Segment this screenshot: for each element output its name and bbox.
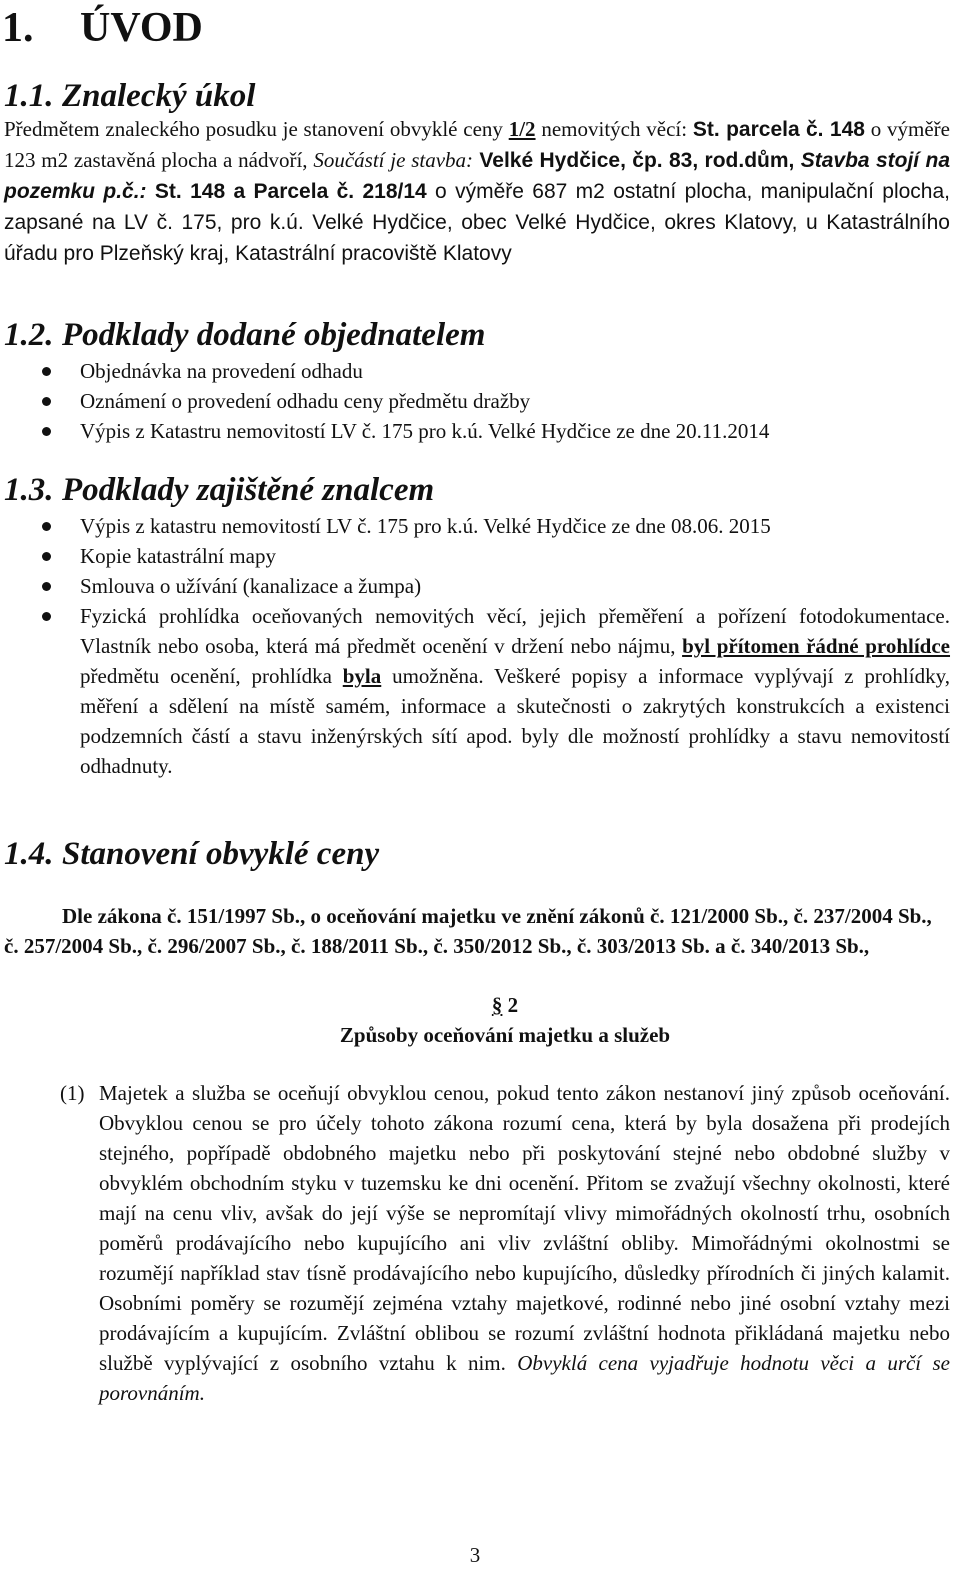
bullet-icon: [42, 552, 51, 561]
task-text-d: o výměře 687 m2 ostatní plocha, manipulační plocha, zapsané na LV č. 175, pro k.ú. Velké Hydčice, obec Velké Hydčice, okres Klatovy, u Katastrálního úřadu pro Plzeňský kraj, Katastrální pracoviště Klatovy: [4, 180, 950, 265]
inspection-text-c: umožněna. Veškeré popisy a informace vyplývají z prohlídky, měření a sdělení na místě samém, informace a skutečnosti o zakrytých konstrukcích a existenci podzemních částí a stavu inženýrských sítí apod. byly dle možností prohlídky a stavu nemovitostí odhadnuty.: [80, 664, 950, 778]
list-item: Výpis z katastru nemovitostí LV č. 175 pro k.ú. Velké Hydčice ze dne 08.06. 2015: [0, 511, 950, 541]
page-number: 3: [469, 1543, 481, 1567]
section-heading-1-3: [4, 472, 434, 508]
law-reference: Dle zákona č. 151/1997 Sb., o oceňování majetku ve znění zákonů č. 121/2000 Sb., č. 237/2004 Sb., č. 257/2004 Sb., č. 296/2007 Sb., č. 188/2011 Sb., č. 350/2012 Sb., č. 303/2013 Sb. a č. 340/2013 Sb.,: [4, 904, 932, 958]
expert-documents-list: [0, 511, 950, 781]
paragraph-number: § 2: [491, 993, 519, 1017]
building-info: Velké Hydčice, čp. 83, rod.dům,: [473, 149, 801, 172]
bullet-icon: [42, 582, 51, 591]
list-item: Oznámení o provedení odhadu ceny předmětu dražby: [0, 386, 950, 416]
section-number: 1.2.: [4, 317, 54, 353]
list-item: [0, 601, 950, 781]
list-item: Smlouva o užívání (kanalizace a žumpa): [0, 571, 950, 601]
fraction: 1/2: [508, 117, 536, 141]
law-item: [58, 1078, 950, 1408]
section-title: Podklady dodané objednatelem: [62, 317, 486, 353]
bullet-icon: [42, 612, 51, 621]
stands-label: Stavba stojí na pozemku p.č.:: [4, 149, 951, 203]
task-text-a: Předmětem znaleckého posudku je stanovení obvyklé ceny: [4, 117, 509, 141]
chapter-title: ÚVOD: [80, 5, 203, 51]
law-item-italic: Obvyklá cena vyjadřuje hodnotu věci a určí se porovnáním.: [99, 1351, 950, 1405]
section-title: Stanovení obvyklé ceny: [62, 836, 380, 872]
bullet-icon: [42, 522, 51, 531]
list-item: Objednávka na provedení odhadu: [0, 356, 950, 386]
bullet-icon: [42, 397, 51, 406]
section-heading-1-4: [4, 836, 379, 872]
parcel-id: St. parcela č. 148: [692, 118, 865, 141]
section-number: 1.3.: [4, 472, 54, 508]
chapter-number: 1.: [2, 5, 34, 51]
section-heading-1-1: [4, 78, 255, 114]
law-item-body: Majetek a služba se oceňují obvyklou cenou, pokud tento zákon nestanoví jiný způsob oceňování. Obvyklou cenou se pro účely tohoto zákona rozumí cena, která by byla dosažena při prodejích stejného, popřípadě obdobného majetku nebo při poskytování stejné nebo obdobné služby v obvyklém obchodním styku v tuzemsku ke dni ocenění. Přitom se zvažují všechny okolnosti, které mají na cenu vliv, avšak do její výše se nepromítají vlivy mimořádných okolností trhu, osobních poměrů prodávajícího nebo kupujícího ani vliv zvláštní obliby. Mimořádnými okolnostmi se rozumějí například stav tísně prodávajícího nebo kupujícího, důsledky přírodních či jiných kalamit. Osobními poměry se rozumějí zejména vztahy majetkové, rodinné nebo jiné osobní vztahy mezi prodávajícím a kupujícím. Zvláštní oblibou se rozumí zvláštní hodnota přikládaná majetku nebo službě vyplývající z osobního vztahu k nim. Obvyklá cena vyjadřuje hodnotu věci a určí se porovnáním.: [99, 1081, 950, 1405]
section-heading-1-2: [4, 317, 485, 353]
list-item: Kopie katastrální mapy: [0, 541, 950, 571]
task-text-b: nemovitých věcí:: [535, 117, 693, 141]
task-paragraph: [4, 114, 950, 269]
land-parcels: St. 148 a Parcela č. 218/14: [146, 180, 427, 203]
bullet-icon: [42, 427, 51, 436]
chapter-heading: [2, 6, 203, 50]
inspection-enabled: byla: [342, 664, 382, 688]
section-number: 1.4.: [4, 836, 54, 872]
section-title: Podklady zajištěné znalcem: [62, 472, 435, 508]
inspection-text-b: předmětu ocenění, prohlídka: [80, 664, 343, 688]
client-documents-list: [0, 356, 950, 446]
owner-present: byl přítomen řádné prohlídce: [682, 634, 951, 658]
inspection-text-a: Fyzická prohlídka oceňovaných nemovitých věcí, jejich přeměření a pořízení fotodokumentace. Vlastník nebo osoba, která má předmět ocenění v držení nebo nájmu,: [80, 604, 950, 658]
part-label: Součástí je stavba:: [313, 148, 474, 172]
law-item-number: (1): [60, 1081, 85, 1105]
paragraph-title: Způsoby oceňování majetku a služeb: [339, 1023, 671, 1047]
task-text-c: o výměře 123 m2 zastavěná plocha a nádvoří,: [4, 117, 950, 172]
section-title: Znalecký úkol: [62, 78, 256, 114]
section-number: 1.1.: [4, 78, 54, 114]
list-item: Výpis z Katastru nemovitostí LV č. 175 pro k.ú. Velké Hydčice ze dne 20.11.2014: [0, 416, 950, 446]
bullet-icon: [42, 367, 51, 376]
section-sign: §: [491, 993, 503, 1017]
